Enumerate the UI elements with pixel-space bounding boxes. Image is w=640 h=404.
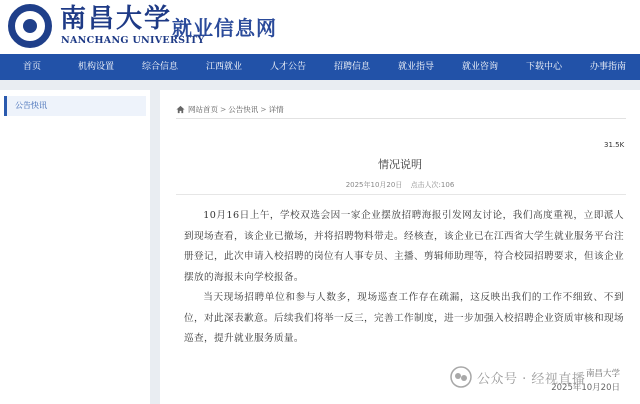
nav-organization[interactable]: 机构设置 — [77, 62, 114, 72]
sidebar-item-announcements[interactable]: 公告快讯 — [4, 96, 146, 116]
article-date: 2025年10月20日 — [345, 181, 403, 189]
article-meta — [160, 180, 640, 190]
signature-date: 2025年10月20日 — [551, 383, 620, 393]
university-name-cn: 南昌大学 — [60, 4, 173, 34]
home-icon — [176, 105, 185, 114]
nav-jiangxi-employment[interactable]: 江西就业 — [205, 62, 242, 72]
article-panel — [160, 90, 640, 404]
nav-recruitment-info[interactable]: 招聘信息 — [333, 62, 370, 72]
main-nav — [0, 54, 640, 80]
article-paragraph: 10月16日上午，学校双选会因一家企业摆放招聘海报引发网友讨论，我们高度重视，立即派人到现场查看，该企业已撤场，并将招聘物料带走。经核查，该企业已在江西省大学生就业服务平台注册登记，此次申请入校招聘的岗位有人事专员、主播、剪辑师助理等，符合校园招聘要求，但该企业摆放的海报未向学校报备。 — [184, 210, 624, 283]
university-name-en: NANCHANG UNIVERSITY — [61, 35, 205, 46]
article-paragraph: 当天现场招聘单位和参与人数多，现场巡查工作存在疏漏，这反映出我们的工作不细致、不到位，对此深表歉意。后续我们将举一反三，完善工作制度，进一步加强入校招聘企业资质审核和现场巡查，提升就业服务质量。 — [184, 292, 624, 344]
nav-downloads[interactable]: 下载中心 — [525, 62, 562, 72]
site-name: 就业信息网 — [172, 16, 277, 40]
article-title: 情况说明 — [378, 158, 422, 171]
site-header — [0, 0, 640, 54]
watermark-text: 公众号 · 经视直播 — [477, 371, 586, 387]
nav-career-guidance[interactable]: 就业指导 — [397, 62, 434, 72]
breadcrumb-divider — [176, 118, 626, 119]
nav-service-guide[interactable]: 办事指南 — [589, 62, 626, 72]
breadcrumb-home[interactable]: 网站首页 — [188, 105, 218, 114]
breadcrumb-separator: > — [220, 105, 227, 114]
breadcrumb-separator: > — [260, 105, 267, 114]
meta-divider — [176, 194, 626, 195]
breadcrumb-announcements[interactable]: 公告快讯 — [228, 105, 259, 114]
breadcrumb — [176, 104, 284, 115]
breadcrumb-current: 详情 — [268, 105, 284, 114]
signature-org: 南昌大学 — [585, 369, 620, 379]
nav-career-consult[interactable]: 就业咨询 — [461, 62, 498, 72]
sidebar — [0, 90, 150, 404]
university-logo-icon[interactable] — [8, 4, 52, 48]
article-body — [184, 206, 624, 350]
nav-home[interactable]: 首页 — [22, 62, 41, 72]
size-label: 31.5K — [604, 141, 625, 149]
wechat-icon — [450, 366, 472, 388]
article-views: 点击人次:106 — [410, 181, 455, 189]
nav-talent-notice[interactable]: 人才公告 — [269, 62, 306, 72]
watermark — [450, 365, 640, 389]
nav-general-info[interactable]: 综合信息 — [141, 62, 178, 72]
